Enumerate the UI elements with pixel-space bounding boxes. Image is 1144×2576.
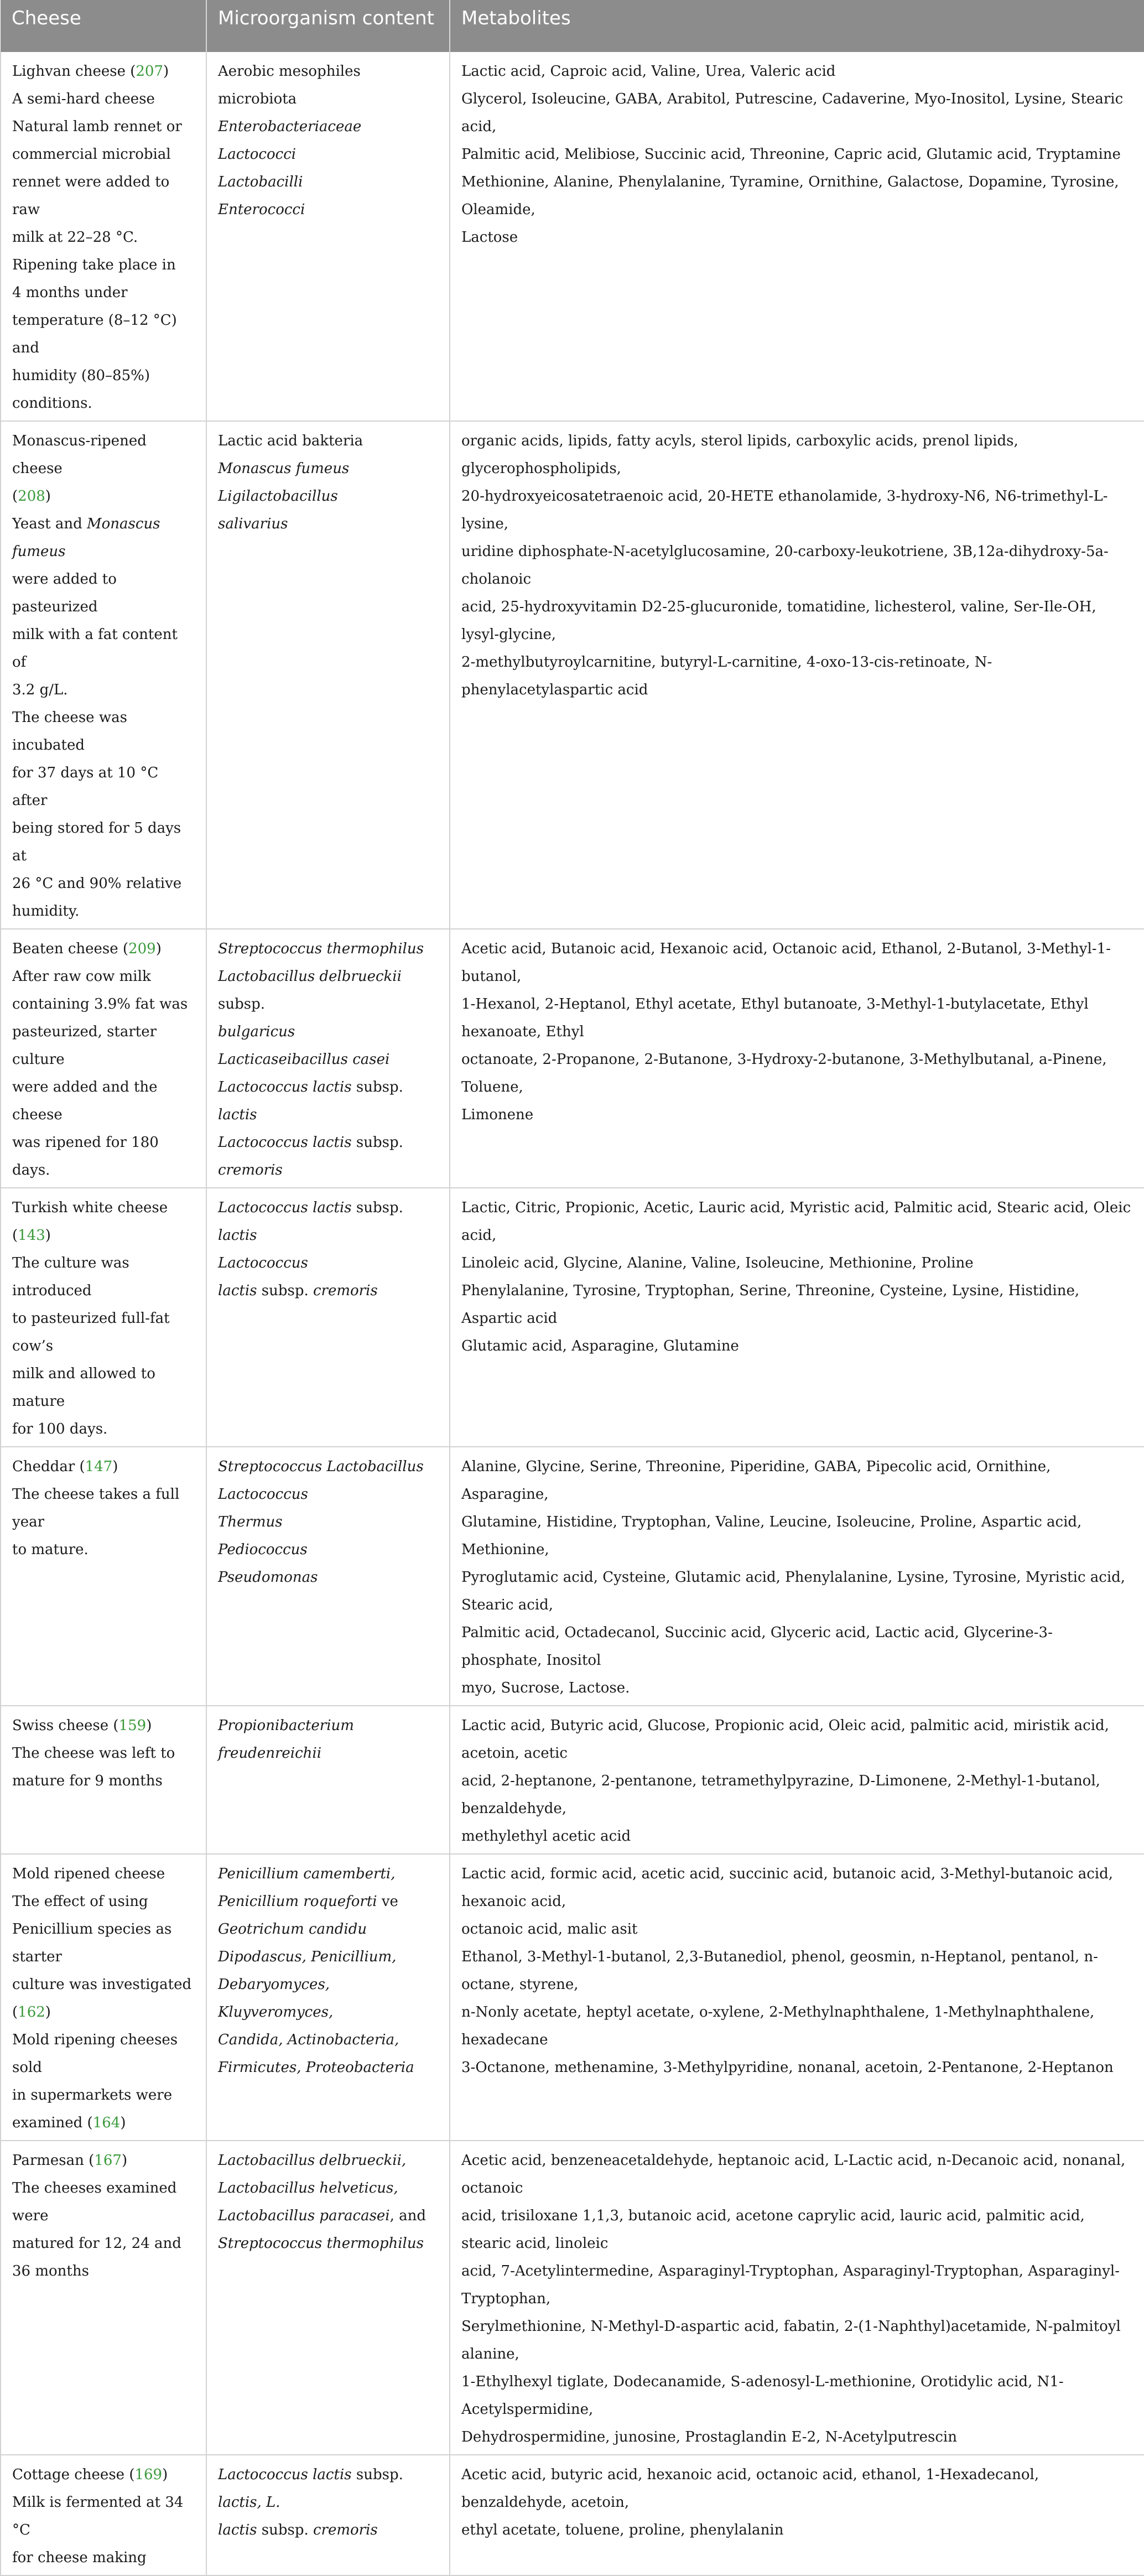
species-name: Lactococcus <box>218 1255 308 1271</box>
micro-line <box>218 1018 438 1046</box>
table-row <box>1 2141 1144 2455</box>
metab-line: 2-methylbutyroylcarnitine, butyryl-L-carnitine, 4-oxo-13-cis-retinoate, N-phenylacetylaspartic acid <box>461 654 992 698</box>
cheese-cell <box>1 1447 206 1706</box>
cheese-line <box>12 510 195 565</box>
text-segment: to pasteurized full-fat cow’s <box>12 1310 170 1354</box>
cheese-line <box>12 2489 195 2544</box>
micro-line <box>218 1194 438 1249</box>
species-name: lactis <box>218 2522 257 2538</box>
text-segment: Beaten cheese ( <box>12 941 129 957</box>
text-segment: commercial microbial <box>12 146 171 163</box>
cheese-cell <box>1 2455 206 2575</box>
cheese-line <box>12 141 195 168</box>
species-name: Lacticaseibacillus casei <box>218 1051 390 1068</box>
micro-line <box>218 2516 438 2544</box>
metab-line: 20-hydroxyeicosatetraenoic acid, 20-HETE ethanolamide, 3-hydroxy-N6, N6-trimethyl-L-lysine, <box>461 488 1108 532</box>
metab-line: Phenylalanine, Tyrosine, Tryptophan, Serine, Threonine, Cysteine, Lysine, Histidine, Aspartic acid <box>461 1282 1080 1327</box>
cheese-line <box>12 1305 195 1360</box>
text-segment: The cheeses examined were <box>12 2180 177 2224</box>
microorganism-cell <box>206 1706 450 1854</box>
metab-line: uridine diphosphate-N-acetylglucosamine, 20-carboxy-leukotriene, 3B,12a-dihydroxy-5a-cholanoic <box>461 543 1109 588</box>
text-segment: Yeast and <box>12 516 87 532</box>
table-row <box>1 421 1144 929</box>
micro-line <box>218 1073 438 1129</box>
micro-line <box>218 1536 438 1564</box>
cheese-line <box>12 2147 195 2174</box>
cheese-line <box>12 2230 195 2257</box>
metab-line: Acetic acid, Butanoic acid, Hexanoic acid, Octanoic acid, Ethanol, 2-Butanol, 3-Methyl-1-butanol, <box>461 941 1111 985</box>
metabolites-cell <box>450 1706 1144 1854</box>
text-segment: Parmesan ( <box>12 2152 95 2169</box>
text-segment: 3.2 g/L. <box>12 682 68 698</box>
text-segment: Ripening take place in <box>12 257 176 273</box>
microorganism-cell <box>206 1188 450 1447</box>
cheese-line <box>12 2544 195 2572</box>
metabolites-cell <box>450 1188 1144 1447</box>
cheese-line <box>12 279 195 307</box>
micro-line <box>218 1249 438 1277</box>
metab-line: Linoleic acid, Glycine, Alanine, Valine, Isoleucine, Methionine, Proline <box>461 1255 974 1271</box>
cheese-cell <box>1 52 206 421</box>
micro-line <box>218 1564 438 1591</box>
species-name: lactis <box>218 1282 257 1299</box>
text-segment: pasteurized, starter culture <box>12 1024 157 1068</box>
cheese-line <box>12 1360 195 1415</box>
cheese-line <box>12 1739 195 1767</box>
table-row <box>1 2455 1144 2575</box>
micro-line <box>218 1971 438 2026</box>
reference-number: 143 <box>18 1227 45 1244</box>
text-segment: The effect of using <box>12 1893 148 1910</box>
micro-line <box>218 1888 438 1915</box>
metabolites-cell <box>450 2141 1144 2455</box>
species-name: Monascus fumeus <box>12 516 160 560</box>
text-segment: Monascus-ripened cheese <box>12 433 147 477</box>
cheese-line <box>12 168 195 224</box>
cheese-line <box>12 113 195 141</box>
cheese-cell <box>1 1854 206 2141</box>
cheese-line <box>12 990 195 1018</box>
table-row <box>1 1854 1144 2141</box>
cheese-line <box>12 1536 195 1564</box>
metabolites-cell <box>450 1854 1144 2141</box>
species-name: Lactobacillus delbrueckii, <box>218 2152 407 2169</box>
text-segment: were added to pasteurized <box>12 571 117 615</box>
species-name: Lactococcus lactis <box>218 2466 352 2483</box>
text-segment: ) <box>163 63 169 80</box>
species-name: Penicillium camemberti, <box>218 1866 396 1882</box>
header-metabolites: Metabolites <box>450 0 1144 52</box>
cheese-line <box>12 1249 195 1305</box>
metab-line: Alanine, Glycine, Serine, Threonine, Piperidine, GABA, Pipecolic acid, Ornithine, Asparagine, <box>461 1458 1051 1503</box>
text-segment: ( <box>12 488 18 505</box>
species-name: lactis <box>218 1227 257 1244</box>
reference-number: 164 <box>92 2115 121 2131</box>
species-name: Firmicutes, Proteobacteria <box>218 2059 414 2076</box>
metabolites-cell <box>450 1447 1144 1706</box>
cheese-line <box>12 621 195 676</box>
text-segment: 36 months <box>12 2263 89 2279</box>
text-segment: ) <box>155 941 162 957</box>
text-segment: Lactic acid bakteria <box>218 433 363 449</box>
text-segment: milk with a fat content of <box>12 626 178 671</box>
text-segment: Mold ripening cheeses sold <box>12 2032 178 2076</box>
micro-line <box>218 168 438 196</box>
cheese-cell <box>1 2141 206 2455</box>
reference-number: 207 <box>136 63 164 80</box>
metab-line: Glutamine, Histidine, Tryptophan, Valine, Leucine, Isoleucine, Proline, Aspartic acid, Methionine, <box>461 1514 1082 1558</box>
text-segment: The cheese was left to <box>12 1745 175 1762</box>
metab-line: Lactic, Citric, Propionic, Acetic, Lauric acid, Myristic acid, Palmitic acid, Stearic acid, Oleic acid, <box>461 1199 1131 1244</box>
metab-line: Dehydrospermidine, junosine, Prostaglandin E-2, N-Acetylputrescin <box>461 2429 957 2445</box>
text-segment: Lighvan cheese ( <box>12 63 136 80</box>
metabolites-cell <box>450 929 1144 1188</box>
cheese-line <box>12 2174 195 2230</box>
text-segment: Cheddar ( <box>12 1458 85 1475</box>
microorganism-cell <box>206 929 450 1188</box>
cheese-cell <box>1 929 206 1188</box>
cheese-line <box>12 1712 195 1739</box>
micro-line <box>218 58 438 113</box>
text-segment: subsp. <box>351 1079 403 1095</box>
metab-line: 1-Ethylhexyl tiglate, Dodecanamide, S-adenosyl-L-methionine, Orotidylic acid, N1-Acetylspermidine, <box>461 2374 1064 2418</box>
text-segment: 4 months under <box>12 284 128 301</box>
microorganism-cell <box>206 52 450 421</box>
metab-line: acid, 7-Acetylintermedine, Asparaginyl-Tryptophan, Asparaginyl-Tryptophan, Asparaginyl-Tryptophan, <box>461 2263 1120 2307</box>
micro-line <box>218 510 438 538</box>
text-segment: mature for 9 months <box>12 1773 163 1789</box>
species-name: Enterobacteriaceae <box>218 118 362 135</box>
text-segment: ve <box>377 1893 398 1910</box>
cheese-line <box>12 362 195 389</box>
species-name: lactis <box>218 1107 257 1123</box>
text-segment: The culture was introduced <box>12 1255 129 1299</box>
table-row <box>1 929 1144 1188</box>
text-segment: examined ( <box>12 2115 93 2131</box>
cheese-line <box>12 1971 195 1998</box>
cheese-line <box>12 482 195 510</box>
micro-line <box>218 2461 438 2516</box>
text-segment: ) <box>121 2152 128 2169</box>
metab-line: organic acids, lipids, fatty acyls, sterol lipids, carboxylic acids, prenol lipids, glycerophospholipids, <box>461 433 1018 477</box>
cheese-line <box>12 1194 195 1249</box>
micro-line <box>218 2054 438 2081</box>
cheese-line <box>12 1453 195 1481</box>
micro-line <box>218 1860 438 1888</box>
text-segment: The cheese was incubated <box>12 709 127 754</box>
text-segment: humidity. <box>12 903 80 920</box>
header-cheese: Cheese <box>1 0 206 52</box>
cheese-line <box>12 389 195 417</box>
cheese-line <box>12 1481 195 1536</box>
text-segment: being stored for 5 days at <box>12 820 181 864</box>
cheese-line <box>12 1888 195 1915</box>
microorganism-cell <box>206 1447 450 1706</box>
metab-line: octanoate, 2-Propanone, 2-Butanone, 3-Hydroxy-2-butanone, 3-Methylbutanal, a-Pinene, Toluene, <box>461 1051 1107 1095</box>
micro-line <box>218 1508 438 1536</box>
micro-line <box>218 1915 438 1943</box>
cheese-line <box>12 1998 195 2026</box>
cheese-line <box>12 1073 195 1129</box>
species-name: Candida, Actinobacteria, <box>218 2032 399 2048</box>
table-header <box>1 0 1144 52</box>
text-segment: ) <box>45 2004 51 2021</box>
text-segment: for cheese making <box>12 2549 147 2566</box>
species-name: Lactococcus lactis <box>218 1134 352 1151</box>
metab-line: methylethyl acetic acid <box>461 1828 631 1845</box>
species-name: Pseudomonas <box>218 1569 318 1586</box>
text-segment: subsp. <box>257 1282 313 1299</box>
table-row <box>1 1706 1144 1854</box>
text-segment: culture was investigated <box>12 1976 192 1993</box>
species-name: Lactobacillus helveticus, <box>218 2180 398 2196</box>
text-segment: in supermarkets were <box>12 2087 173 2104</box>
text-segment: to mature. <box>12 1541 89 1558</box>
reference-number: 162 <box>18 2004 45 2021</box>
cheese-line <box>12 58 195 85</box>
text-segment: ) <box>120 2115 126 2131</box>
species-name: Lactobacilli <box>218 174 303 190</box>
table-row <box>1 52 1144 421</box>
metab-line: 3-Octanone, methenamine, 3-Methylpyridine, nonanal, acetoin, 2-Pentanone, 2-Heptanon <box>461 2059 1114 2076</box>
metab-line: acid, 25-hydroxyvitamin D2-25-glucuronide, tomatidine, lichesterol, valine, Ser-Ile-OH, lysyl-glycine, <box>461 599 1096 643</box>
micro-line <box>218 2230 438 2257</box>
cheese-line <box>12 85 195 113</box>
micro-line <box>218 141 438 168</box>
metab-line: Methionine, Alanine, Phenylalanine, Tyramine, Ornithine, Galactose, Dopamine, Tyrosine, Oleamide, <box>461 174 1119 218</box>
species-name: Streptococcus thermophilus <box>218 941 424 957</box>
metab-line: Lactic acid, Caproic acid, Valine, Urea, Valeric acid <box>461 63 836 80</box>
cheese-line <box>12 1860 195 1888</box>
metab-line: 1-Hexanol, 2-Heptanol, Ethyl acetate, Ethyl butanoate, 3-Methyl-1-butylacetate, Ethyl hexanoate, Ethyl <box>461 996 1089 1040</box>
species-name: Lactococcus lactis <box>218 1199 352 1216</box>
text-segment: subsp. <box>351 1134 403 1151</box>
text-segment: subsp. <box>351 1199 403 1216</box>
micro-line <box>218 1943 438 1971</box>
micro-line <box>218 1453 438 1481</box>
text-segment: matured for 12, 24 and <box>12 2235 181 2252</box>
cheese-line <box>12 676 195 704</box>
cheese-line <box>12 1018 195 1073</box>
cheese-line <box>12 2081 195 2109</box>
species-name: Dipodascus, Penicillium, <box>218 1949 397 1965</box>
text-segment: containing 3.9% fat was <box>12 996 188 1012</box>
cheese-line <box>12 814 195 870</box>
text-segment: Swiss cheese ( <box>12 1717 119 1734</box>
metab-line: Lactic acid, formic acid, acetic acid, succinic acid, butanoic acid, 3-Methyl-butanoic acid, hexanoic acid, <box>461 1866 1113 1910</box>
text-segment: for 100 days. <box>12 1421 108 1437</box>
text-segment: subsp. <box>218 996 265 1012</box>
micro-line <box>218 455 438 510</box>
cheese-line <box>12 224 195 251</box>
text-segment: ) <box>112 1458 118 1475</box>
cheese-line <box>12 2257 195 2285</box>
species-name: lactis, L. <box>218 2494 280 2511</box>
reference-number: 169 <box>134 2466 163 2483</box>
cheese-cell <box>1 421 206 929</box>
metab-line: Lactose <box>461 229 518 246</box>
metab-line: Glutamic acid, Asparagine, Glutamine <box>461 1338 739 1354</box>
metab-line: Serylmethionine, N-Methyl-D-aspartic acid, fabatin, 2-(1-Naphthyl)acetamide, N-palmitoyl alanine, <box>461 2318 1121 2362</box>
micro-line <box>218 935 438 963</box>
microorganism-cell <box>206 2455 450 2575</box>
micro-line <box>218 1129 438 1184</box>
text-segment: conditions. <box>12 395 92 412</box>
cheese-line <box>12 565 195 621</box>
metabolites-cell <box>450 421 1144 929</box>
species-name: Propionibacterium freudenreichii <box>218 1717 354 1762</box>
metab-line: n-Nonly acetate, heptyl acetate, o-xylene, 2-Methylnaphthalene, 1-Methylnaphthalene, hexadecane <box>461 2004 1095 2048</box>
species-name: Thermus <box>218 1514 283 1530</box>
cheese-line <box>12 1129 195 1184</box>
text-segment: ( <box>12 2004 18 2021</box>
metab-line: Pyroglutamic acid, Cysteine, Glutamic acid, Phenylalanine, Lysine, Tyrosine, Myristic acid, Stearic acid, <box>461 1569 1126 1613</box>
metab-line: Acetic acid, butyric acid, hexanoic acid, octanoic acid, ethanol, 1-Hexadecanol, benzaldehyde, acetoin, <box>461 2466 1039 2511</box>
species-name: Debaryomyces, Kluyveromyces, <box>218 1976 334 2021</box>
species-name: Lactococci <box>218 146 297 163</box>
text-segment: temperature (8–12 °C) and <box>12 312 177 356</box>
text-segment: 26 °C and 90% relative <box>12 875 182 892</box>
cheese-line <box>12 1767 195 1795</box>
metab-line: Ethanol, 3-Methyl-1-butanol, 2,3-Butanediol, phenol, geosmin, n-Heptanol, pentanol, n-octane, styrene, <box>461 1949 1098 1993</box>
table-body <box>1 52 1144 2575</box>
species-name: Enterococci <box>218 201 305 218</box>
species-name: bulgaricus <box>218 1024 295 1040</box>
text-segment: A semi-hard cheese <box>12 91 155 107</box>
metab-line: Palmitic acid, Melibiose, Succinic acid, Threonine, Capric acid, Glutamic acid, Tryptamine <box>461 146 1121 163</box>
cheese-line <box>12 251 195 279</box>
text-segment: Aerobic mesophiles microbiota <box>218 63 361 107</box>
species-name: Streptococcus Lactobacillus <box>218 1458 424 1475</box>
species-name: cremoris <box>313 1282 378 1299</box>
microorganism-cell <box>206 1854 450 2141</box>
text-segment: Mold ripened cheese <box>12 1866 165 1882</box>
table-row <box>1 1188 1144 1447</box>
cheese-line <box>12 1915 195 1971</box>
species-name: cremoris <box>313 2522 378 2538</box>
text-segment: Milk is fermented at 34 °C <box>12 2494 184 2538</box>
text-segment: , and <box>389 2208 427 2224</box>
metab-line: octanoic acid, malic asit <box>461 1921 638 1938</box>
metab-line: myo, Sucrose, Lactose. <box>461 1680 630 1696</box>
text-segment: Turkish white cheese ( <box>12 1199 168 1244</box>
text-segment: Cottage cheese ( <box>12 2466 135 2483</box>
text-segment: for 37 days at 10 °C after <box>12 765 159 809</box>
metab-line: Palmitic acid, Octadecanol, Succinic acid, Glyceric acid, Lactic acid, Glycerine-3-phosphate, Inositol <box>461 1624 1053 1669</box>
text-segment: Penicillium species as starter <box>12 1921 172 1965</box>
cheese-line <box>12 935 195 963</box>
reference-number: 167 <box>94 2152 122 2169</box>
text-segment: ) <box>146 1717 152 1734</box>
micro-line <box>218 1046 438 1073</box>
reference-number: 208 <box>18 488 45 505</box>
text-segment: The cheese takes a full year <box>12 1486 180 1530</box>
species-name: Geotrichum candidu <box>218 1921 367 1938</box>
species-name: salivarius <box>218 516 288 532</box>
cheese-cell <box>1 1188 206 1447</box>
cheese-line <box>12 307 195 362</box>
text-segment: humidity (80–85%) <box>12 367 150 384</box>
micro-line <box>218 2202 438 2230</box>
species-name: Lactococcus <box>218 1486 308 1503</box>
species-name: Lactococcus lactis <box>218 1079 352 1095</box>
header-row <box>1 0 1144 52</box>
cheese-line <box>12 2026 195 2081</box>
species-name: cremoris <box>218 1162 283 1178</box>
species-name: Penicillium roqueforti <box>218 1893 377 1910</box>
metab-line: Limonene <box>461 1107 534 1123</box>
species-name: Lactobacillus paracasei <box>218 2208 390 2224</box>
cheese-cell <box>1 1706 206 1854</box>
metab-line: acid, 2-heptanone, 2-pentanone, tetramethylpyrazine, D-Limonene, 2-Methyl-1-butanol, benzaldehyde, <box>461 1773 1100 1817</box>
cheese-line <box>12 897 195 925</box>
cheese-line <box>12 2461 195 2489</box>
microorganism-cell <box>206 2141 450 2455</box>
metabolites-cell <box>450 52 1144 421</box>
header-microorganism-content: Microorganism content <box>206 0 450 52</box>
cheese-line <box>12 1415 195 1443</box>
text-segment: subsp. <box>351 2466 403 2483</box>
metab-line: Acetic acid, benzeneacetaldehyde, heptanoic acid, L-Lactic acid, n-Decanoic acid, nonanal, octanoic <box>461 2152 1126 2196</box>
microorganism-cell <box>206 421 450 929</box>
text-segment: ) <box>162 2466 168 2483</box>
text-segment: milk at 22–28 °C. <box>12 229 138 246</box>
species-name: Monascus fumeus Ligilactobacillus <box>218 460 350 505</box>
metab-line: Lactic acid, Butyric acid, Glucose, Propionic acid, Oleic acid, palmitic acid, miristik acid, acetoin, acetic <box>461 1717 1109 1762</box>
micro-line <box>218 2174 438 2202</box>
text-segment: subsp. <box>257 2522 313 2538</box>
cheese-line <box>12 427 195 482</box>
cheese-line <box>12 870 195 897</box>
text-segment: After raw cow milk <box>12 968 151 985</box>
micro-line <box>218 427 438 455</box>
metab-line: Glycerol, Isoleucine, GABA, Arabitol, Putrescine, Cadaverine, Myo-Inositol, Lysine, Stearic acid, <box>461 91 1124 135</box>
species-name: Lactobacillus delbrueckii <box>218 968 402 985</box>
micro-line <box>218 1277 438 1305</box>
micro-line <box>218 1481 438 1508</box>
metabolites-cell <box>450 2455 1144 2575</box>
micro-line <box>218 113 438 141</box>
text-segment: ) <box>45 488 51 505</box>
reference-number: 147 <box>85 1458 113 1475</box>
cheese-line <box>12 2109 195 2137</box>
micro-line <box>218 2026 438 2054</box>
metab-line: acid, trisiloxane 1,1,3, butanoic acid, acetone caprylic acid, lauric acid, palmitic acid, stearic acid, linoleic <box>461 2208 1085 2252</box>
text-segment: Natural lamb rennet or <box>12 118 182 135</box>
species-name: Pediococcus <box>218 1541 308 1558</box>
micro-line <box>218 2147 438 2174</box>
text-segment: was ripened for 180 days. <box>12 1134 159 1178</box>
reference-number: 159 <box>118 1717 147 1734</box>
text-segment: milk and allowed to mature <box>12 1365 155 1410</box>
cheese-line <box>12 704 195 759</box>
text-segment: were added and the cheese <box>12 1079 158 1123</box>
text-segment: ) <box>45 1227 51 1244</box>
cheese-line <box>12 963 195 990</box>
species-name: Streptococcus thermophilus <box>218 2235 424 2252</box>
micro-line <box>218 1712 438 1767</box>
micro-line <box>218 963 438 1018</box>
reference-number: 209 <box>128 941 156 957</box>
micro-line <box>218 196 438 224</box>
text-segment: rennet were added to raw <box>12 174 170 218</box>
table-row <box>1 1447 1144 1706</box>
metab-line: ethyl acetate, toluene, proline, phenylalanin <box>461 2522 784 2538</box>
cheese-line <box>12 759 195 814</box>
